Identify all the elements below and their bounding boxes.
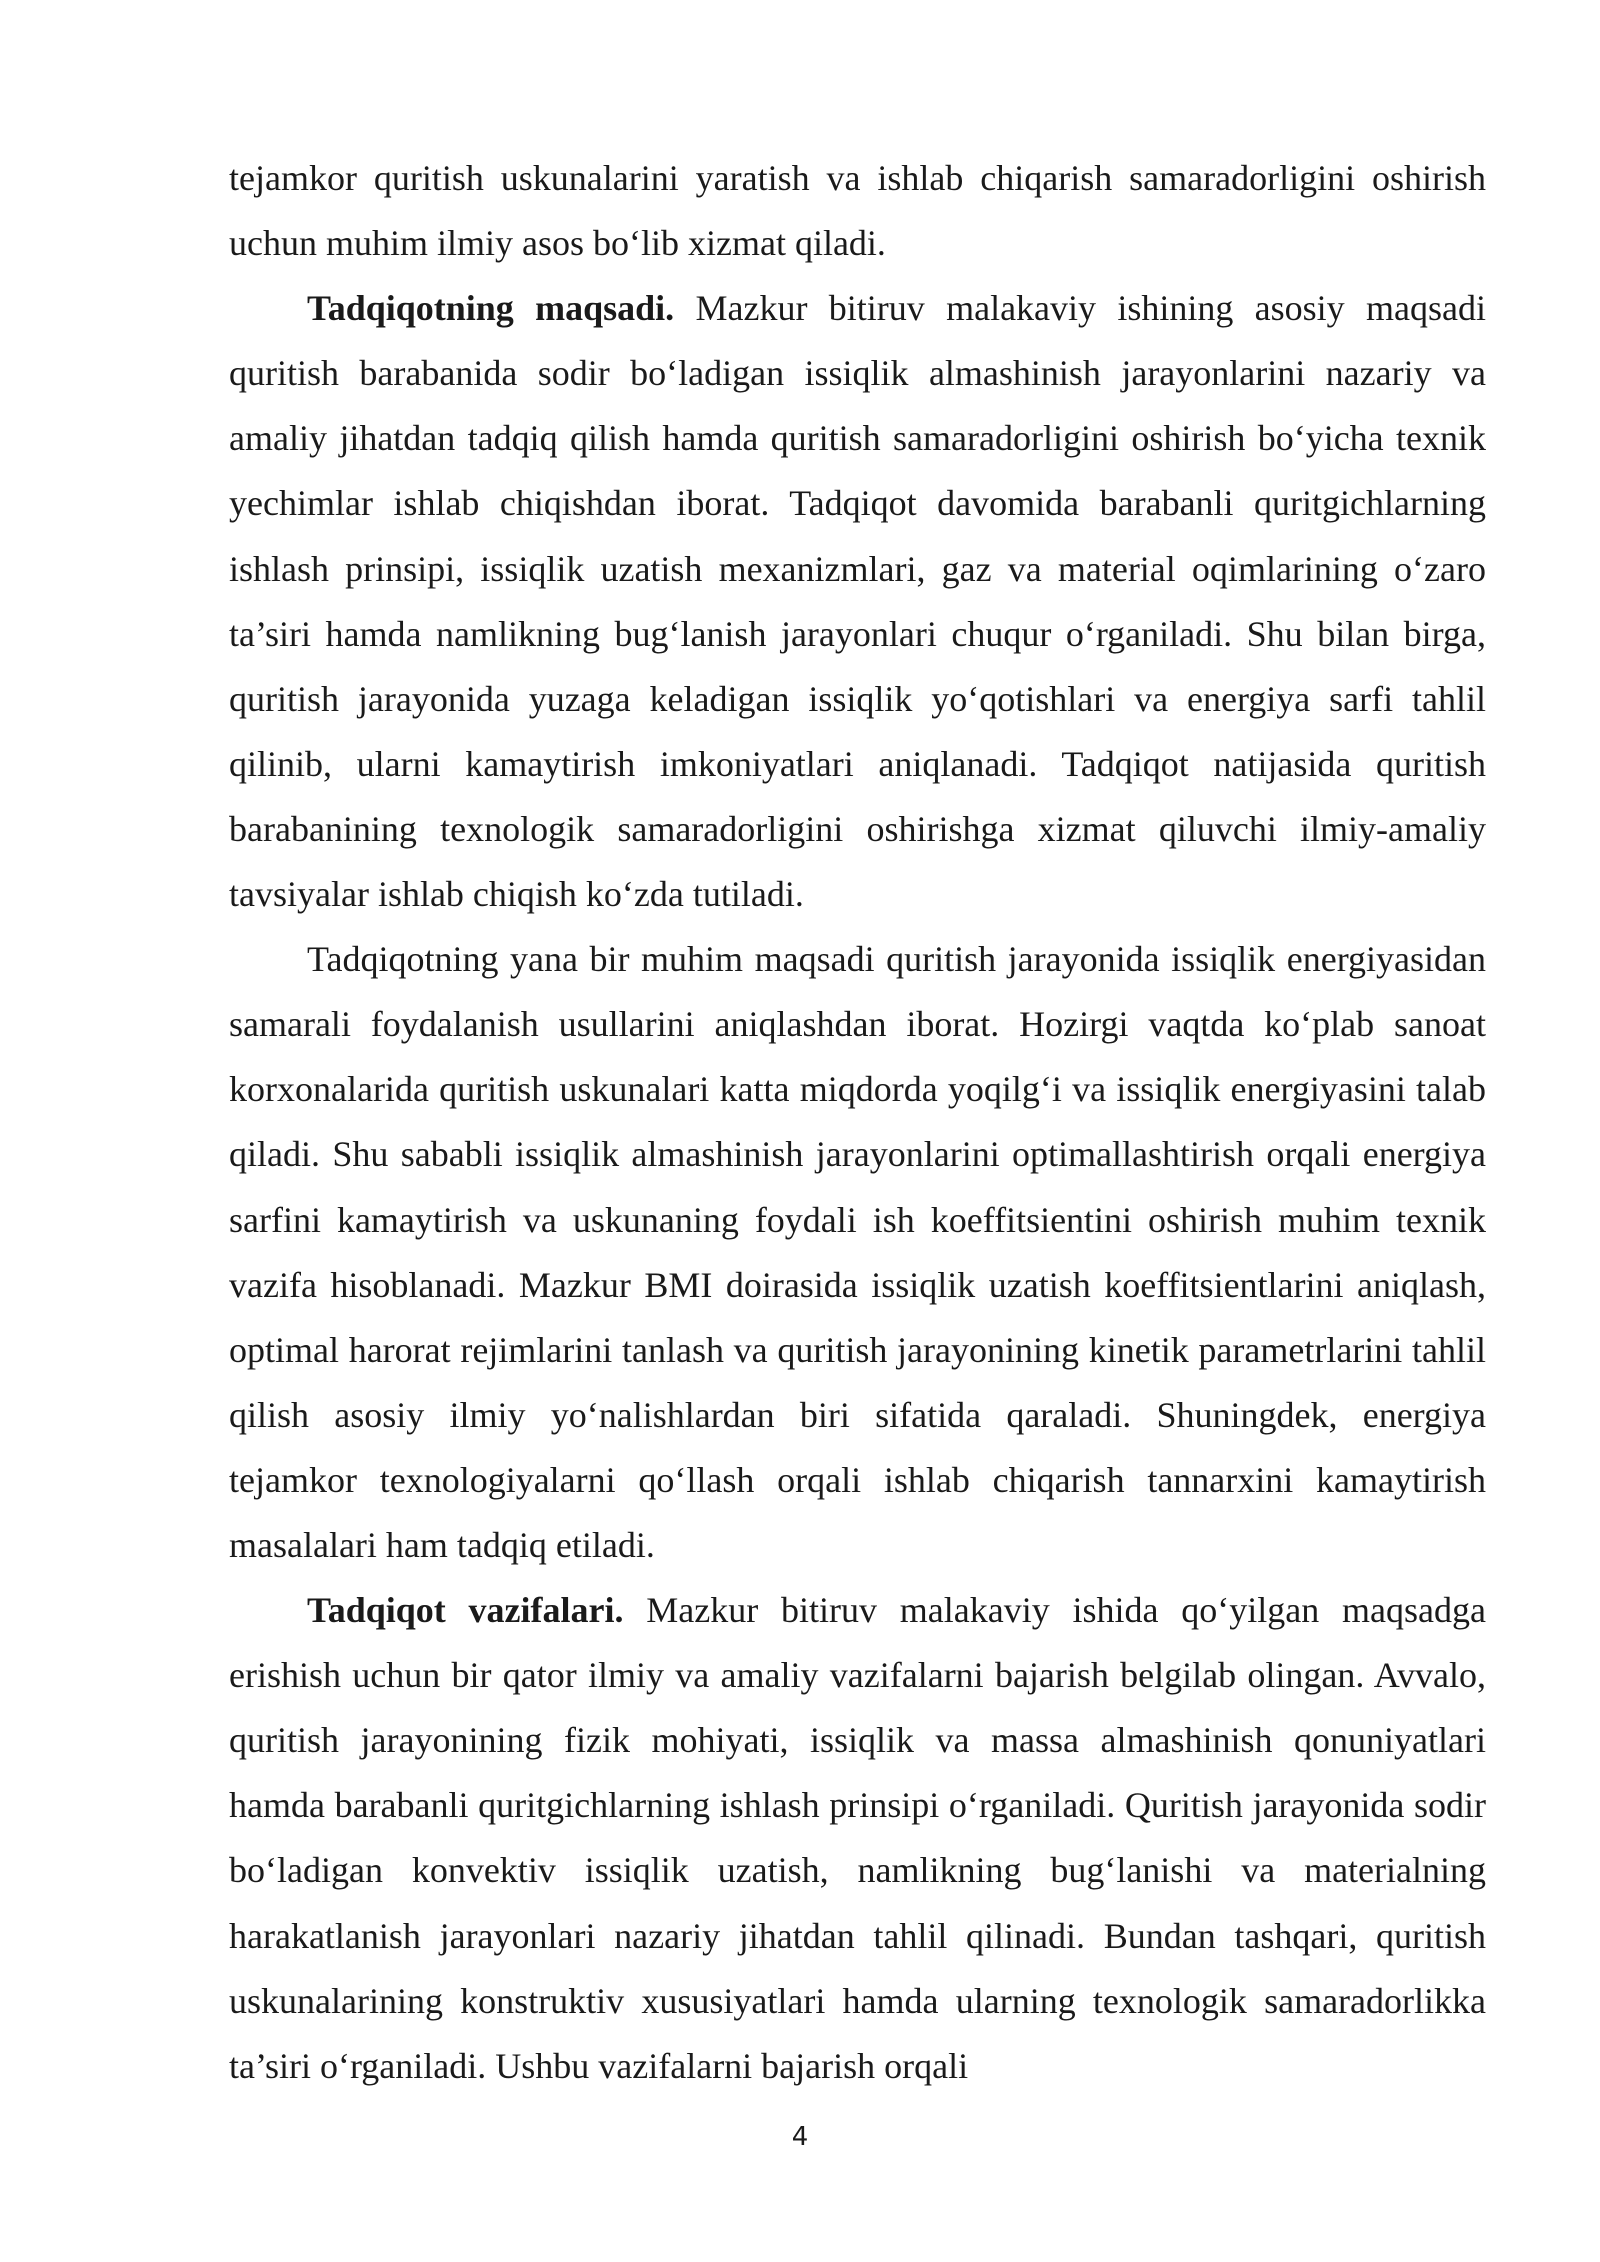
paragraph-text: Tadqiqotning yana bir muhim maqsadi quritish jarayonida issiqlik energiyasidan samarali foydalanish usullarini aniqlashdan iborat. Hozirgi vaqtda ko‘plab sanoat korxonalarida quritish uskunalari katta miqdorda yoqilg‘i va issiqlik energiyasini talab qiladi. Shu sababli issiqlik almashinish jarayonlarini optimallashtirish orqali energiya sarfini kamaytirish va uskunaning foydali ish koeffitsientini oshirish muhim texnik vazifa hisoblanadi. Mazkur BMI doirasida issiqlik uzatish koeffitsientlarini aniqlash, optimal harorat rejimlarini tanlash va quritish jarayonining kinetik parametrlarini tahlil qilish asosiy ilmiy yo‘nalishlardan biri sifatida qaraladi. Shuningdek, energiya tejamkor texnologiyalarni qo‘llash orqali ishlab chiqarish tannarxini kamaytirish masalalari ham tadqiq etiladi. [229,939,1486,1565]
paragraph-continuation [229,146,1486,276]
paragraph-energy-efficiency [229,927,1486,1578]
paragraph-text: tejamkor quritish uskunalarini yaratish va ishlab chiqarish samaradorligini oshirish uchun muhim ilmiy asos bo‘lib xizmat qiladi. [229,158,1486,264]
section-heading: Tadqiqot vazifalari. [307,1590,624,1631]
paragraph-text: Mazkur bitiruv malakaviy ishida qo‘yilgan maqsadga erishish uchun bir qator ilmiy va amaliy vazifalarni bajarish belgilab olingan. Avvalo, quritish jarayonining fizik mohiyati, issiqlik va massa almashinish qonuniyatlari hamda barabanli quritgichlarning ishlash prinsipi o‘rganiladi. Quritish jarayonida sodir bo‘ladigan konvektiv issiqlik uzatish, namlikning bug‘lanishi va materialning harakatlanish jarayonlari nazariy jihatdan tahlil qilinadi. Bundan tashqari, quritish uskunalarining konstruktiv xususiyatlari hamda ularning texnologik samaradorlikka ta’siri o‘rganiladi. Ushbu vazifalarni bajarish orqali [229,1590,1486,2086]
paragraph-research-tasks [229,1578,1486,2099]
section-heading: Tadqiqotning maqsadi. [307,288,675,329]
paragraph-research-goal [229,276,1486,927]
page-number: 4 [791,2122,809,2152]
document-body [229,146,1486,2099]
paragraph-text: Mazkur bitiruv malakaviy ishining asosiy maqsadi quritish barabanida sodir bo‘ladigan issiqlik almashinish jarayonlarini nazariy va amaliy jihatdan tadqiq qilish hamda quritish samaradorligini oshirish bo‘yicha texnik yechimlar ishlab chiqishdan iborat. Tadqiqot davomida barabanli quritgichlarning ishlash prinsipi, issiqlik uzatish mexanizmlari, gaz va material oqimlarining o‘zaro ta’siri hamda namlikning bug‘lanish jarayonlari chuqur o‘rganiladi. Shu bilan birga, quritish jarayonida yuzaga keladigan issiqlik yo‘qotishlari va energiya sarfi tahlil qilinib, ularni kamaytirish imkoniyatlari aniqlanadi. Tadqiqot natijasida quritish barabanining texnologik samaradorligini oshirishga xizmat qiluvchi ilmiy-amaliy tavsiyalar ishlab chiqish ko‘zda tutiladi. [229,288,1486,915]
